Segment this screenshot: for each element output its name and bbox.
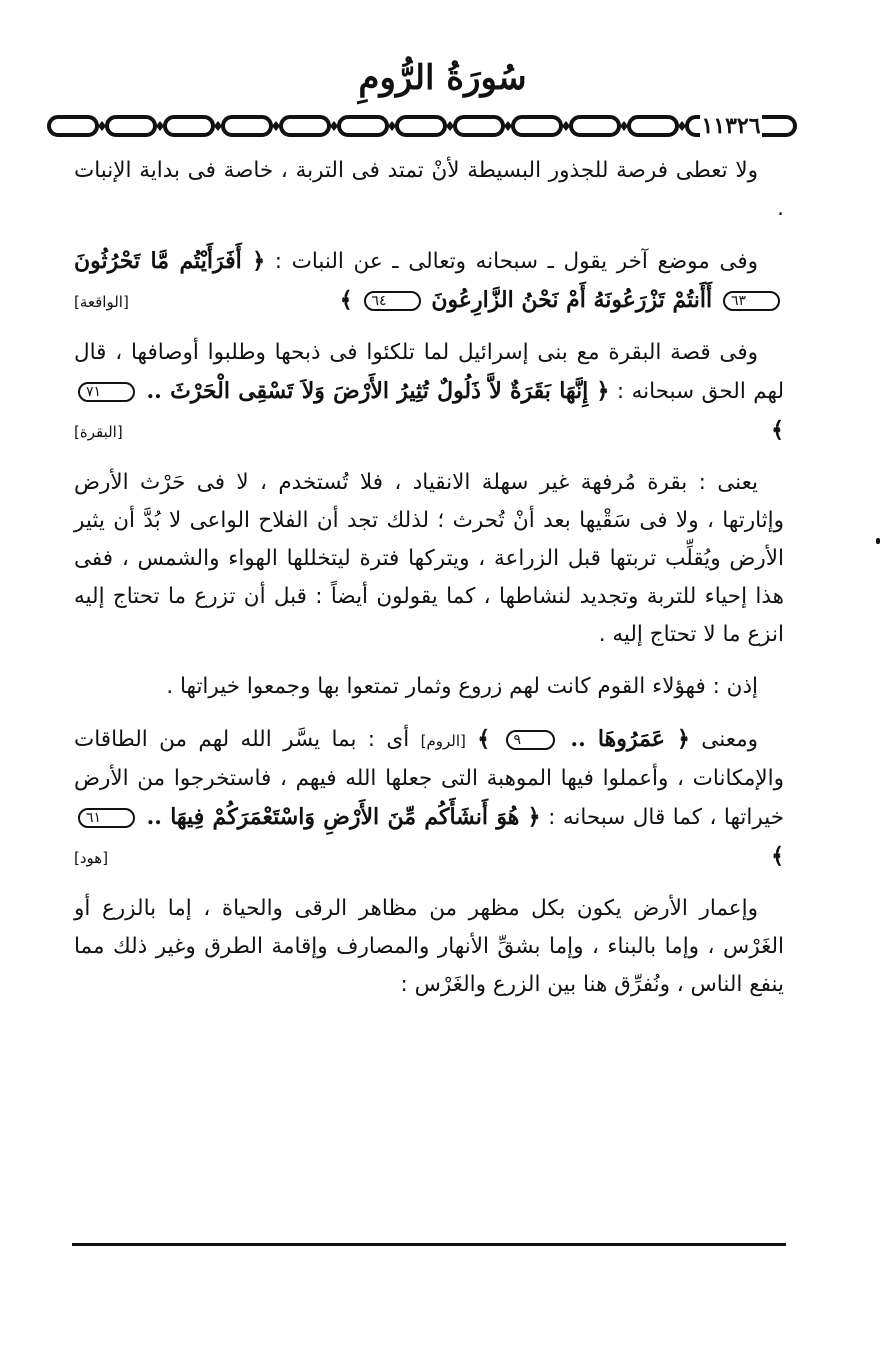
quran-bracket-close: ﴾ [771, 417, 784, 443]
paragraph [74, 720, 784, 876]
surah-reference: [الواقعة] [74, 293, 129, 311]
paragraph-text: وإعمار الأرض يكون بكل مظهر من مظاهر الرقى والحياة ، إما بالزرع أو الغَرْس ، وإما بالبناء ، وإما بشقِّ الأنهار والمصارف وإقامة الطرق وغير ذلك مما ينفع الناس ، ونُفرِّق هنا بين الزرع والغَرْس : [74, 896, 784, 997]
quran-verse: ﴿ أَفَرَأَيْتُم مَّا تَحْرُثُونَ [74, 248, 266, 274]
quran-bracket-close: ﴾ [771, 843, 784, 869]
surah-title: سُورَةُ الرُّومِ [358, 58, 527, 98]
paragraph-text: ولا تعطى فرصة للجذور البسيطة لأنْ تمتد فى التربة ، خاصة فى بداية الإنبات . [74, 158, 784, 221]
quran-verse: أَأَنتُمْ تَزْرَعُونَهُ أَمْ نَحْنُ الزَّارِعُونَ [431, 287, 713, 313]
ayah-number: ٦٣ [723, 291, 780, 311]
surah-reference: [البقرة] [74, 423, 123, 441]
paragraph [74, 334, 784, 450]
quran-bracket-close: ﴾ [339, 287, 353, 313]
quran-verse: ﴿ إِنَّهَا بَقَرَةٌ لاَّ ذَلُولٌ تُثِيرُ الأَرْضَ وَلاَ تَسْقِى الْحَرْثَ .. [146, 378, 610, 404]
surah-reference: [الروم] [420, 732, 466, 750]
page-number: ١١٣٢٦ [701, 113, 761, 139]
paragraph-text: ومعنى [701, 727, 758, 752]
ayah-number: ٩ [506, 730, 556, 750]
paragraph-text: أى : بما يسَّر الله لهم من الطاقات والإمكانات ، وأعملوا فيها الموهبة التى جعلها الله فيهم ، فاستخرجوا من الأرض خيراتها ، كما قال سبحانه : [74, 727, 784, 830]
paragraph [74, 242, 784, 320]
ayah-number: ٦٤ [364, 291, 421, 311]
ornamental-header-band [45, 112, 805, 140]
paragraph [74, 890, 784, 1004]
quran-verse: ﴿ هُوَ أَنشَأَكُم مِّنَ الأَرْضِ وَاسْتَعْمَرَكُمْ فِيهَا .. [146, 804, 541, 830]
paragraph [74, 668, 784, 706]
paragraph [74, 152, 784, 228]
quran-bracket-close: ﴾ [477, 726, 491, 752]
paragraph-text: إذن : فهؤلاء القوم كانت لهم زروع وثمار تمتعوا بها وجمعوا خيراتها . [166, 674, 758, 699]
ayah-number: ٧١ [78, 382, 135, 402]
paragraph-text: وفى قصة البقرة مع بنى إسرائيل لما تلكئوا فى ذبحها وطلبوا أوصافها ، قال لهم الحق سبحانه : [74, 340, 785, 404]
surah-reference: [هود] [74, 849, 109, 867]
margin-mark [876, 538, 880, 544]
page-body [74, 152, 784, 1018]
quran-verse: ﴿ عَمَرُوهَا .. [570, 726, 690, 752]
paragraph [74, 464, 784, 654]
paragraph-text: وفى موضع آخر يقول ـ سبحانه وتعالى ـ عن النبات : [274, 249, 758, 274]
ayah-number: ٦١ [78, 808, 135, 828]
footer-rule [72, 1243, 786, 1246]
paragraph-text: يعنى : بقرة مُرفهة غير سهلة الانقياد ، فلا تُستخدم ، لا فى حَرْث الأرض وإثارتها ، ولا فى سَقْيها بعد أنْ تُحرث ؛ لذلك تجد أن الفلاح الواعى لا بُدَّ أن يثير الأرض ويُقلِّب تربتها قبل الزراعة ، ويتركها فترة ليتخللها الهواء والشمس ، ففى هذا إحياء للتربة وتجديد لنشاطها ، كما يقولون أيضاً : قبل أن تزرع ما تحتاج إليه انزع ما لا تحتاج إليه . [74, 470, 784, 647]
